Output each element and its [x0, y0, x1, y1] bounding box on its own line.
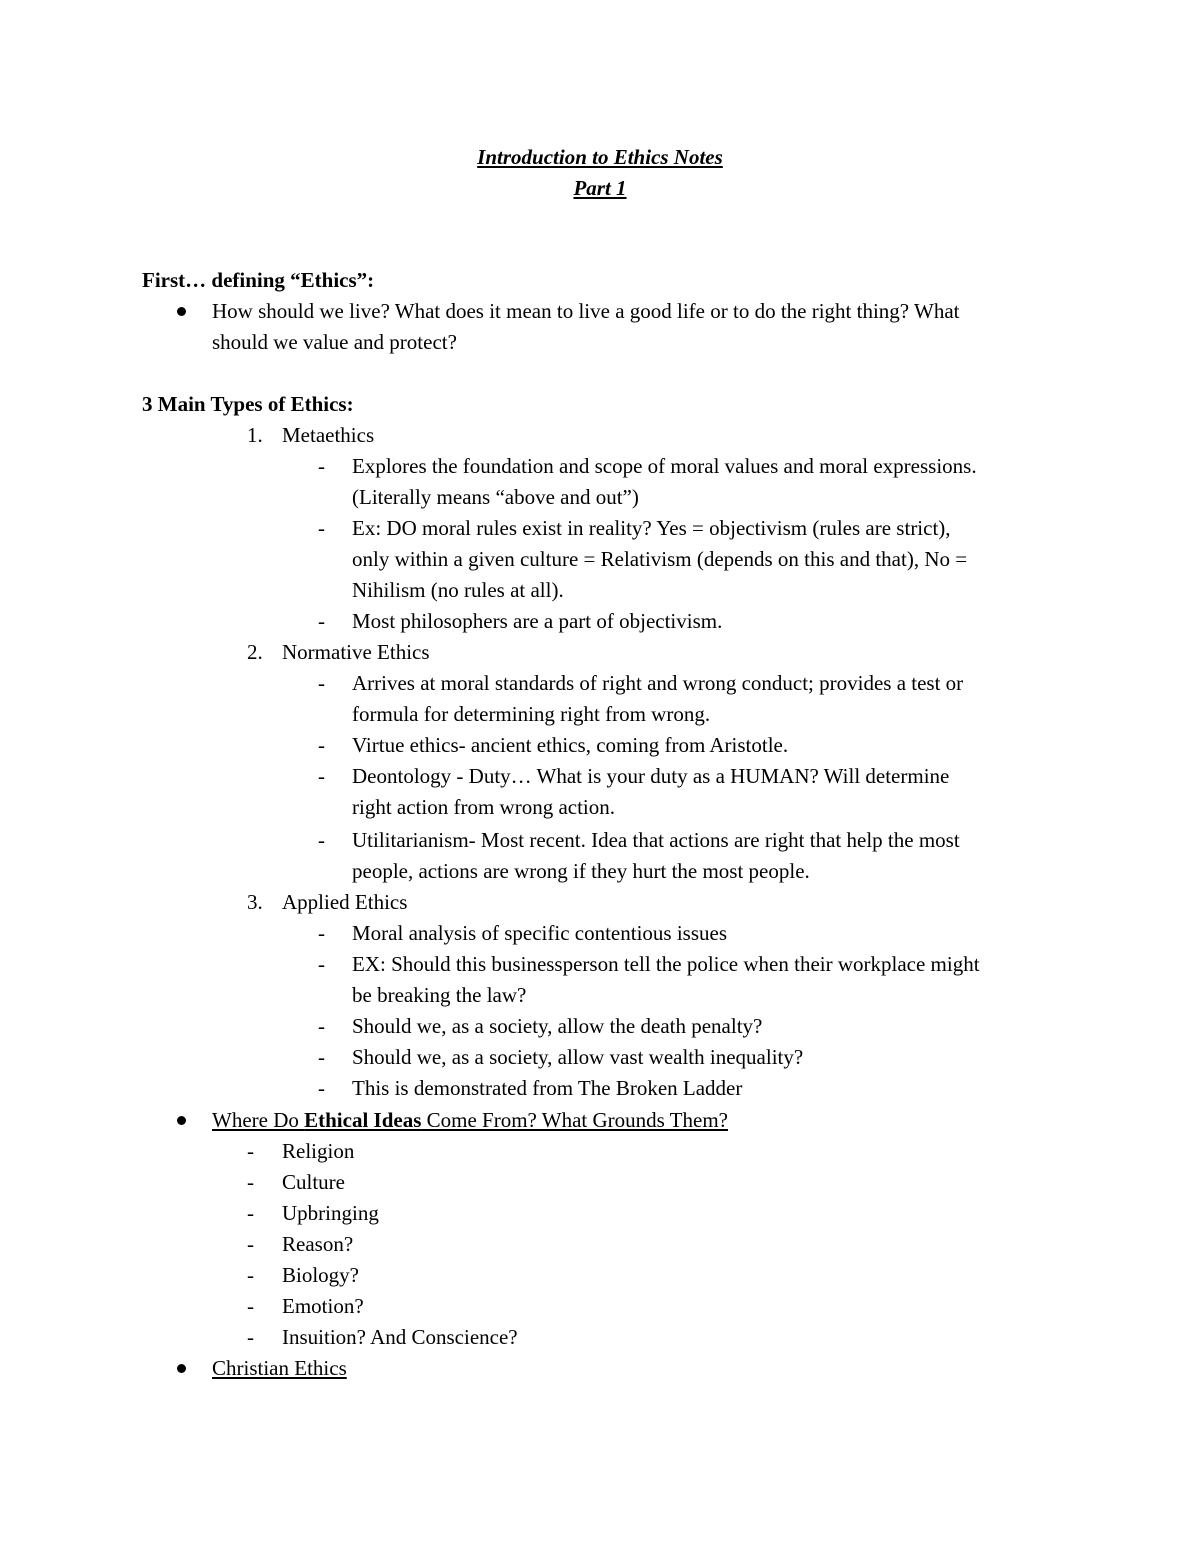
normative-sub-4-line-2: people, actions are wrong if they hurt the most people. [352, 859, 810, 883]
bullet-icon [177, 307, 186, 316]
type-applied-label: Applied Ethics [282, 890, 408, 914]
dash-bullet: - [247, 1325, 254, 1349]
grounds-item: Reason? [282, 1232, 354, 1256]
applied-sub-2-line-1: EX: Should this businessperson tell the police when their workplace might [352, 952, 980, 976]
dash-bullet: - [318, 764, 325, 788]
grounds-heading [212, 1105, 728, 1136]
metaethics-sub-2-line-2: only within a given culture = Relativism (depends on this and that), No = [352, 547, 968, 571]
applied-sub-5-line-1: This is demonstrated from The Broken Ladder [352, 1076, 743, 1100]
dash-bullet: - [318, 921, 325, 945]
applied-sub-4-line-1: Should we, as a society, allow vast wealth inequality? [352, 1045, 804, 1069]
grounds-item: Culture [282, 1170, 345, 1194]
list-number: 1. [247, 423, 263, 447]
grounds-item: Biology? [282, 1263, 359, 1287]
normative-sub-1-line-2: formula for determining right from wrong. [352, 702, 711, 726]
normative-sub-1-line-1: Arrives at moral standards of right and wrong conduct; provides a test or [352, 671, 964, 695]
defining-text-line-1: How should we live? What does it mean to live a good life or to do the right thing? What [212, 299, 960, 323]
bullet-icon [177, 1116, 186, 1125]
applied-sub-3-line-1: Should we, as a society, allow the death penalty? [352, 1014, 763, 1038]
page-subtitle: Part 1 [573, 176, 627, 200]
bullet-icon [177, 1364, 186, 1373]
normative-sub-3-line-2: right action from wrong action. [352, 795, 616, 819]
applied-sub-1-line-1: Moral analysis of specific contentious issues [352, 921, 728, 945]
dash-bullet: - [247, 1201, 254, 1225]
grounds-item: Upbringing [282, 1201, 379, 1225]
normative-sub-4-line-1: Utilitarianism- Most recent. Idea that actions are right that help the most [352, 828, 960, 852]
dash-bullet: - [247, 1294, 254, 1318]
grounds-item: Religion [282, 1139, 355, 1163]
metaethics-sub-3-line-1: Most philosophers are a part of objectivism. [352, 609, 723, 633]
dash-bullet: - [318, 671, 325, 695]
normative-sub-3-line-1: Deontology - Duty… What is your duty as a HUMAN? Will determine [352, 764, 950, 788]
dash-bullet: - [247, 1170, 254, 1194]
grounds-item: Emotion? [282, 1294, 364, 1318]
grounds-heading-suffix: Come From? What Grounds Them? [421, 1108, 728, 1132]
list-number: 2. [247, 640, 263, 664]
metaethics-sub-1-line-1: Explores the foundation and scope of moral values and moral expressions. [352, 454, 977, 478]
christian-ethics-heading: Christian Ethics [212, 1356, 347, 1380]
list-number: 3. [247, 890, 263, 914]
section-heading-types: 3 Main Types of Ethics: [142, 392, 354, 416]
section-heading-defining: First… defining “Ethics”: [142, 268, 375, 292]
applied-sub-2-line-2: be breaking the law? [352, 983, 527, 1007]
dash-bullet: - [318, 952, 325, 976]
metaethics-sub-2-line-3: Nihilism (no rules at all). [352, 578, 564, 602]
metaethics-sub-1-line-2: (Literally means “above and out”) [352, 485, 639, 509]
dash-bullet: - [318, 733, 325, 757]
dash-bullet: - [318, 454, 325, 478]
dash-bullet: - [318, 1076, 325, 1100]
type-metaethics-label: Metaethics [282, 423, 375, 447]
dash-bullet: - [247, 1232, 254, 1256]
dash-bullet: - [318, 828, 325, 852]
grounds-heading-bold: Ethical Ideas [304, 1108, 422, 1132]
grounds-item: Insuition? And Conscience? [282, 1325, 518, 1349]
normative-sub-2-line-1: Virtue ethics- ancient ethics, coming from Aristotle. [352, 733, 789, 757]
dash-bullet: - [318, 609, 325, 633]
page-title: Introduction to Ethics Notes [477, 145, 723, 169]
grounds-heading-prefix: Where Do [212, 1108, 305, 1132]
defining-text-line-2: should we value and protect? [212, 330, 457, 354]
dash-bullet: - [247, 1263, 254, 1287]
dash-bullet: - [318, 1045, 325, 1069]
dash-bullet: - [247, 1139, 254, 1163]
metaethics-sub-2-line-1: Ex: DO moral rules exist in reality? Yes = objectivism (rules are strict), [352, 516, 951, 540]
type-normative-label: Normative Ethics [282, 640, 430, 664]
dash-bullet: - [318, 1014, 325, 1038]
dash-bullet: - [318, 516, 325, 540]
